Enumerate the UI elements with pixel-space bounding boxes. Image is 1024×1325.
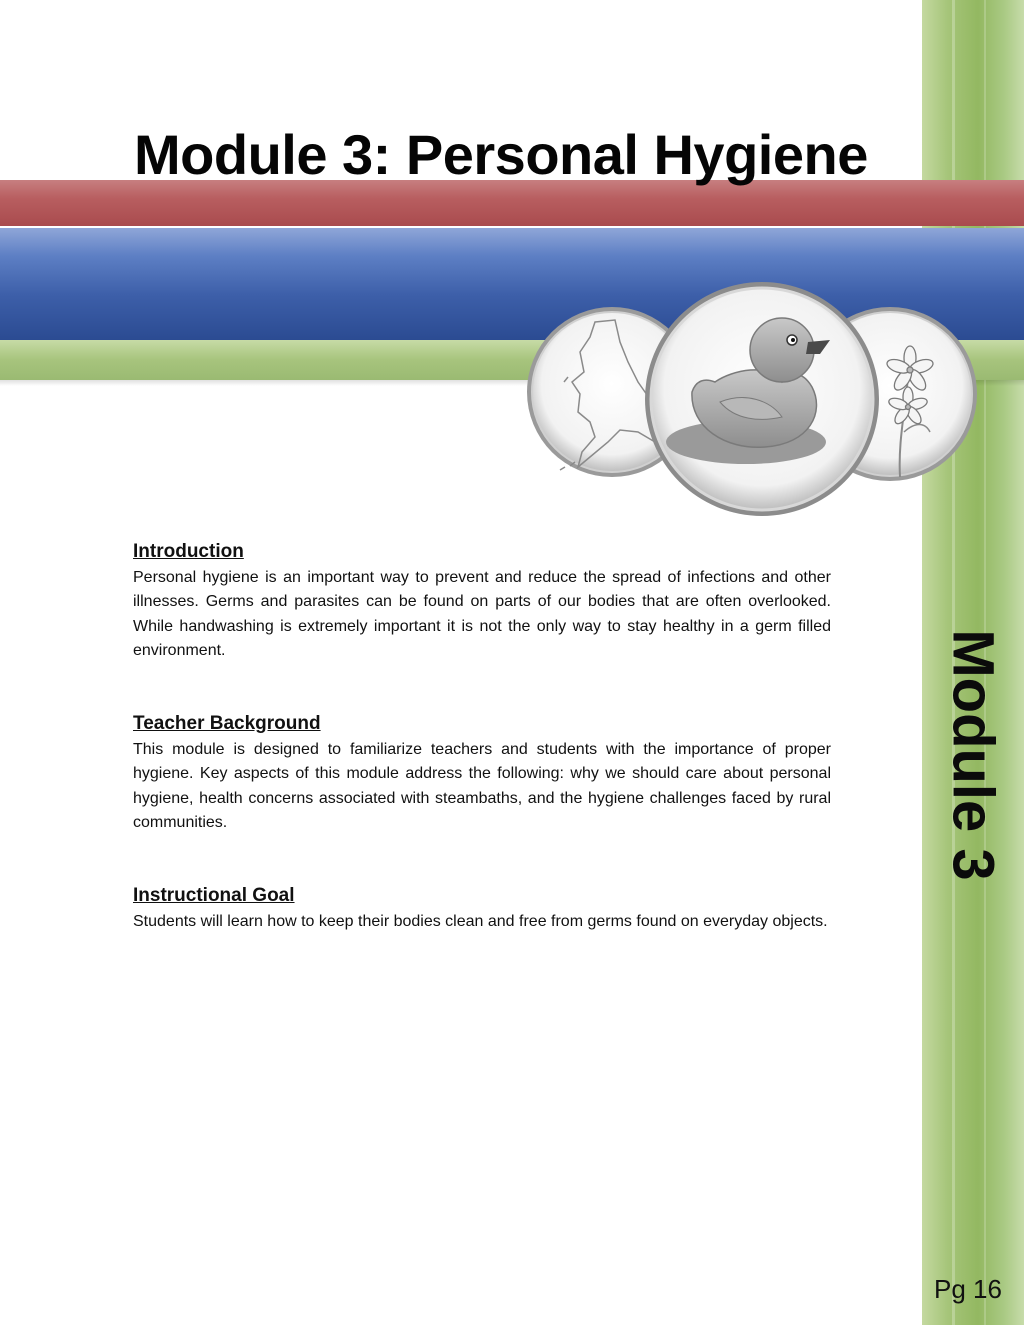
section-heading: Instructional Goal	[133, 885, 295, 907]
section-text: This module is designed to familiarize teachers and students with the importance of proper hygiene. Key aspects of this module address the following: why we should care about personal hygiene, health concerns associated with steambaths, and the hygiene challenges faced by rural communities.	[133, 741, 831, 832]
section-introduction	[133, 541, 831, 663]
page-title: Module 3: Personal Hygiene	[134, 123, 868, 186]
side-module-label-text: Module 3	[940, 629, 1006, 881]
medallion-group	[520, 282, 980, 522]
content-body	[133, 541, 831, 985]
rubber-duck-icon	[645, 282, 879, 516]
section-text: Students will learn how to keep their bodies clean and free from germs found on everyday objects.	[133, 913, 828, 931]
section-teacher-background	[133, 713, 831, 835]
section-heading: Teacher Background	[133, 713, 321, 735]
page-number: Pg 16	[934, 1274, 1002, 1304]
side-module-label	[922, 620, 1024, 890]
section-heading: Introduction	[133, 541, 244, 562]
section-instructional-goal	[133, 885, 831, 934]
section-text: Personal hygiene is an important way to prevent and reduce the spread of infections and other illnesses. Germs and parasites can be found on parts of our bodies that are often overlooked. While handwashing is extremely important it is not the only way to stay healthy in a germ filled environment.	[133, 569, 831, 659]
